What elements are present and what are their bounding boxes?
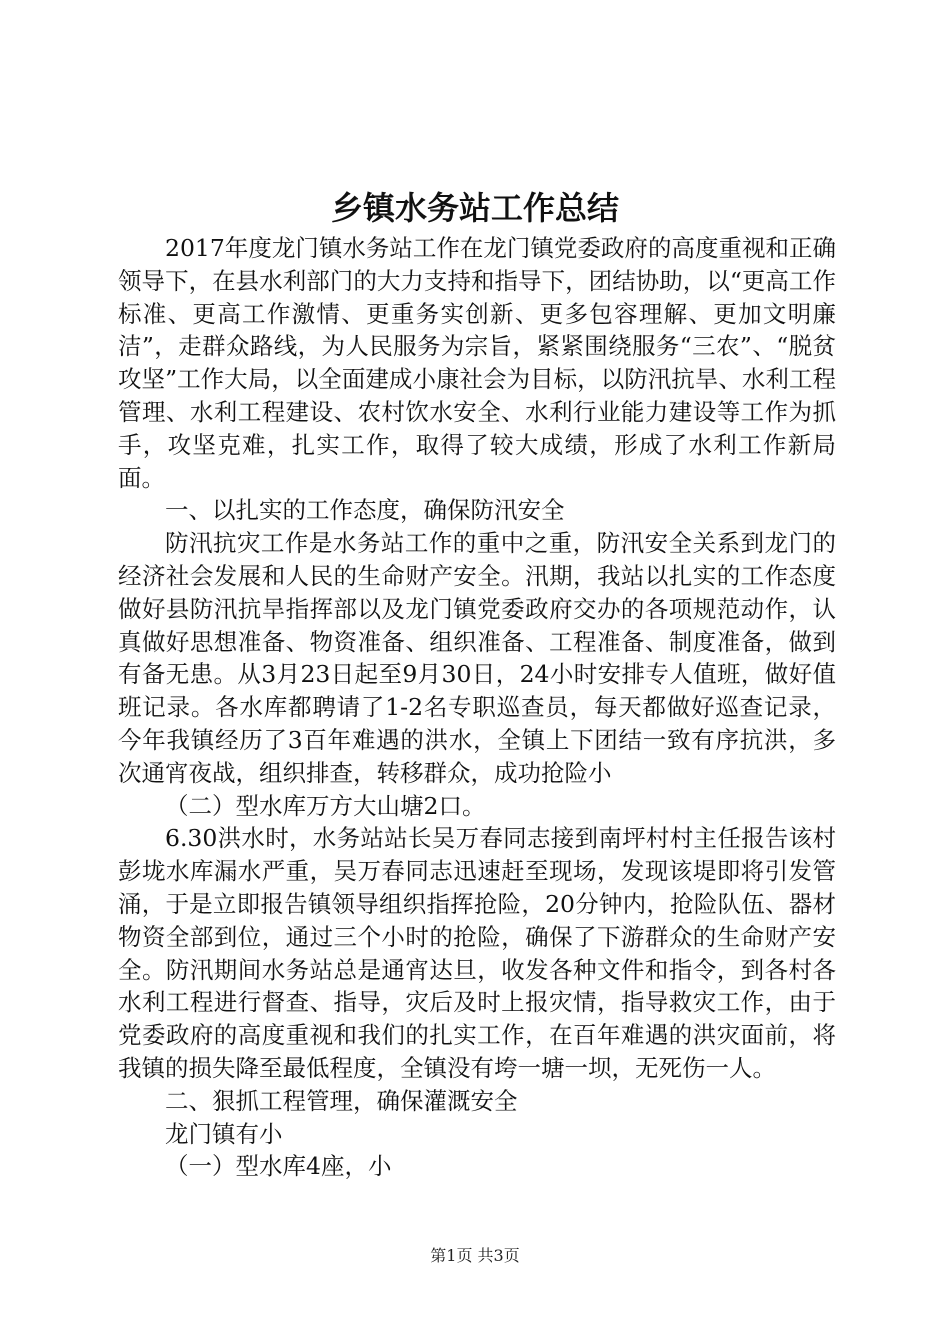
document-title: 乡镇水务站工作总结 [330, 189, 619, 227]
section-heading-engineering-management: 二、狠抓工程管理，确保灌溉安全 [165, 1086, 518, 1115]
paragraph-flood-rescue: 6.30洪水时，水务站站长吴万春同志接到南坪村村主任报告该村彭垅水库漏水严重，吴万春同志迅速赶至现场，发现该堤即将引发管涌，于是立即报告镇领导组织指挥抢险，20分钟内，抢险队伍、器材物资全部到位，通过三个小时的抢险，确保了下游群众的生命财产安全。防汛期间水务站总是通宵达旦，收发各种文件和指令，到各村各水利工程进行督查、指导，灾后及时上报灾情，指导救灾工作，由于党委政府的高度重视和我们的扎实工作，在百年难遇的洪灾面前，将我镇的损失降至最低程度，全镇没有垮一塘一坝，无死伤一人。 [118, 824, 836, 1082]
paragraph-reservoir-count: （一）型水库4座，小 [165, 1152, 392, 1181]
document-body [118, 232, 836, 1183]
paragraph-reservoir-note: （二）型水库万方大山塘2口。 [165, 791, 486, 820]
page-number: 第1页 [430, 1246, 473, 1265]
paragraph-intro: 2017年度龙门镇水务站工作在龙门镇党委政府的高度重视和正确领导下，在县水利部门的大力支持和指导下，团结协助，以“更高工作标准、更高工作激情、更重务实创新、更多包容理解、更加文明廉洁”，走群众路线，为人民服务为宗旨，紧紧围绕服务“三农”、“脱贫攻坚”工作大局，以全面建成小康社会为目标，以防汛抗旱、水利工程管理、水利工程建设、农村饮水安全、水利行业能力建设等工作为抓手，攻坚克难，扎实工作，取得了较大成绩，形成了水利工作新局面。 [118, 234, 836, 492]
paragraph-longmen-reservoirs: 龙门镇有小 [165, 1119, 283, 1148]
section-heading-flood-safety: 一、以扎实的工作态度，确保防汛安全 [165, 496, 565, 525]
paragraph-flood-prevention: 防汛抗灾工作是水务站工作的重中之重，防汛安全关系到龙门的经济社会发展和人民的生命财产安全。汛期，我站以扎实的工作态度做好县防汛抗旱指挥部以及龙门镇党委政府交办的各项规范动作，认真做好思想准备、物资准备、组织准备、工程准备、制度准备，做到有备无患。从3月23日起至9月30日，24小时安排专人值班，做好值班记录。各水库都聘请了1-2名专职巡查员，每天都做好巡查记录，今年我镇经历了3百年难遇的洪水，全镇上下团结一致有序抗洪，多次通宵夜战，组织排查，转移群众，成功抢险小 [118, 529, 836, 787]
page-total: 共3页 [477, 1246, 520, 1265]
page-footer [0, 1244, 950, 1268]
